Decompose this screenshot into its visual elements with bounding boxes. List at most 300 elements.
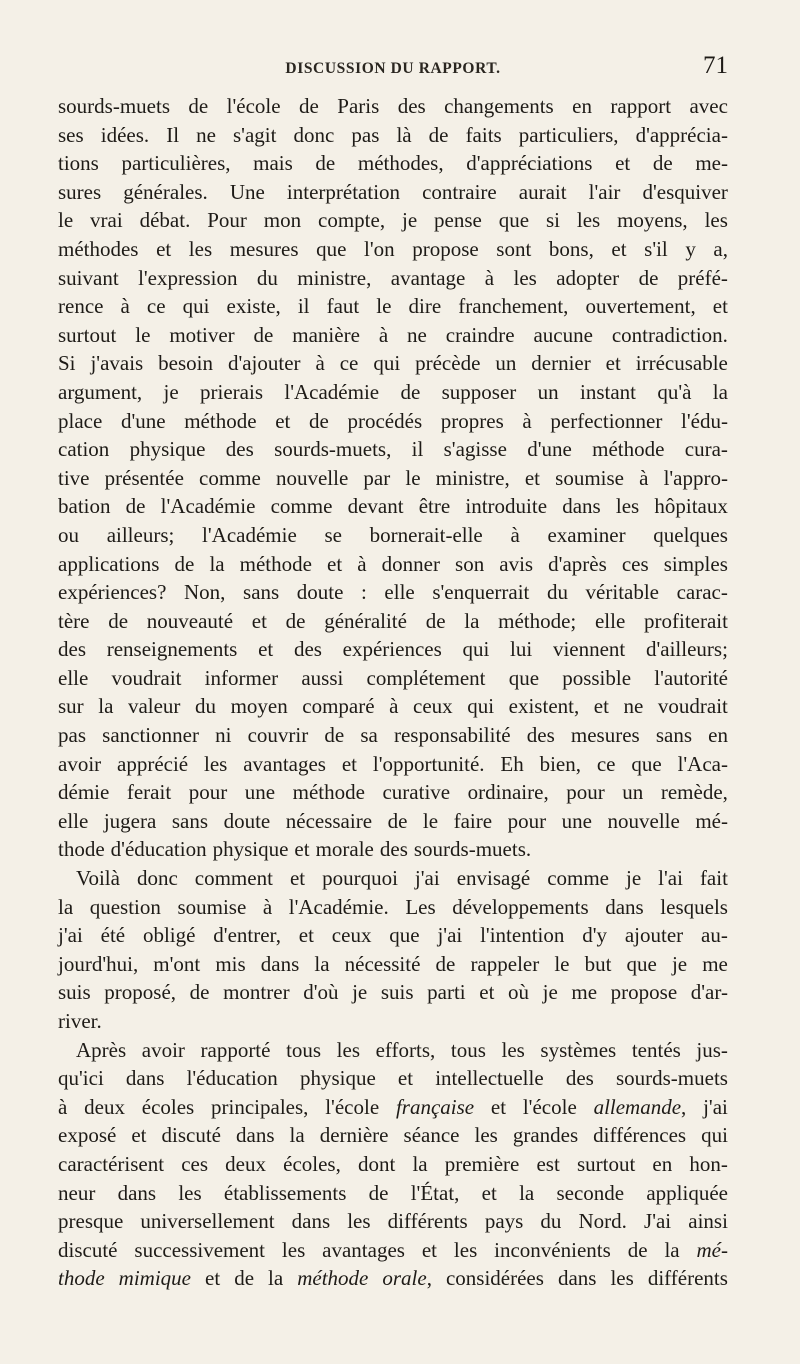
- word: qui: [462, 637, 490, 662]
- word: mimique: [118, 1266, 191, 1291]
- word: préfé-: [677, 265, 728, 290]
- word: doute: [296, 580, 344, 605]
- word: de: [188, 94, 209, 118]
- text-line: [58, 492, 728, 521]
- text-line: [58, 778, 728, 807]
- word: pourquoi: [322, 866, 398, 891]
- word: que: [316, 236, 347, 261]
- word: nouvelle: [275, 465, 349, 490]
- word: me-: [695, 151, 728, 176]
- word: et: [251, 608, 267, 633]
- word: devant: [347, 494, 404, 519]
- word: ne: [623, 694, 644, 719]
- word: se: [324, 522, 342, 547]
- word: river.: [58, 1009, 102, 1033]
- word: dans: [236, 1123, 275, 1148]
- word: pour: [188, 780, 228, 805]
- text-line: [58, 435, 728, 464]
- word: mé-: [696, 1237, 728, 1262]
- word: Eh: [500, 751, 524, 776]
- word: écoles: [141, 1094, 195, 1119]
- text-line: [58, 1236, 728, 1265]
- word: j'ai: [703, 1094, 728, 1119]
- word: morale: [315, 837, 374, 862]
- word: surtout: [576, 1151, 636, 1176]
- word: s'enquerrait: [432, 580, 530, 605]
- word: dans: [605, 894, 644, 919]
- word: interprétation: [286, 179, 401, 204]
- word: remède,: [660, 780, 728, 805]
- word: de: [652, 151, 673, 176]
- word: changements: [444, 94, 554, 118]
- text-line: [58, 349, 728, 378]
- word: ne: [407, 322, 427, 347]
- word: soumise: [177, 894, 247, 919]
- word: exposé: [58, 1123, 117, 1148]
- word: les: [178, 1180, 202, 1205]
- word: l'Académie: [202, 522, 297, 547]
- word: procédés: [347, 408, 423, 433]
- word: séance: [403, 1123, 460, 1148]
- word: sans: [655, 723, 693, 748]
- word: donner: [381, 551, 440, 576]
- text-line: [58, 664, 728, 693]
- word: de: [425, 608, 446, 633]
- word: bornerait-elle: [369, 522, 483, 547]
- word: l'opportunité.: [372, 751, 485, 776]
- word: ceux: [413, 694, 453, 719]
- word: pays: [484, 1209, 524, 1234]
- word: compte,: [318, 208, 386, 233]
- word: ferait: [126, 780, 172, 805]
- word: adopter: [556, 265, 620, 290]
- word: méthodes: [58, 236, 139, 261]
- word: irrécusable: [635, 351, 728, 376]
- word: pas: [58, 723, 86, 748]
- word: motiver: [169, 322, 235, 347]
- word: voudrait: [657, 694, 728, 719]
- word: a,: [713, 236, 728, 261]
- word: à: [262, 894, 273, 919]
- word: à: [315, 351, 325, 376]
- word: et: [479, 980, 495, 1005]
- word: la: [289, 1123, 305, 1148]
- word: m'ont: [153, 951, 201, 976]
- word: le: [58, 208, 74, 233]
- word: le: [422, 808, 439, 833]
- word: rapport: [610, 94, 672, 118]
- word: méthodes,: [357, 151, 444, 176]
- word: l'éducation: [186, 1066, 278, 1091]
- word: jugera: [103, 808, 157, 833]
- word: que: [626, 951, 657, 976]
- word: bation: [58, 494, 111, 519]
- word: et: [593, 694, 609, 719]
- text-line: [58, 178, 728, 207]
- word: les: [704, 208, 728, 233]
- text-line: [58, 721, 728, 750]
- word: méthode: [292, 780, 365, 805]
- word: à: [389, 694, 399, 719]
- word: particulières,: [121, 151, 231, 176]
- word: par: [363, 465, 391, 490]
- word: l'on: [364, 236, 395, 261]
- word: ordinaire,: [467, 780, 549, 805]
- word: tentés: [631, 1037, 681, 1062]
- word: et: [156, 236, 172, 261]
- word: du: [256, 265, 278, 290]
- word: les: [610, 1266, 634, 1291]
- word: méthode: [592, 437, 665, 462]
- word: dont: [357, 1151, 396, 1176]
- word: informer: [204, 665, 279, 690]
- word: sourds-muets: [615, 1066, 728, 1091]
- word: argument,: [58, 379, 143, 404]
- word: sures: [58, 179, 102, 204]
- word: valeur: [127, 694, 181, 719]
- word: doute: [223, 808, 271, 833]
- word: en: [708, 723, 728, 748]
- word: appliquée: [646, 1180, 728, 1205]
- word: de: [309, 408, 329, 433]
- word: le: [405, 465, 421, 490]
- text-line: [58, 321, 728, 350]
- word: suis: [58, 980, 91, 1005]
- word: l'édu-: [681, 408, 728, 433]
- word: presque: [58, 1209, 124, 1234]
- word: lui: [510, 637, 533, 662]
- word: dans: [117, 1180, 157, 1205]
- word: la: [464, 608, 480, 633]
- word: contraire: [422, 179, 497, 204]
- word: les: [453, 1237, 478, 1262]
- word: intellectuelle: [435, 1066, 544, 1091]
- word: fait: [699, 866, 728, 891]
- word: particuliers,: [518, 122, 619, 147]
- word: moyens,: [617, 208, 688, 233]
- word: ces: [621, 551, 649, 576]
- word: il: [297, 294, 310, 319]
- word: avis: [499, 551, 534, 576]
- word: Nord.: [578, 1209, 627, 1234]
- word: nécessité: [344, 951, 421, 976]
- word: ce: [146, 294, 166, 319]
- word: les: [188, 236, 213, 261]
- word: neur: [58, 1180, 96, 1205]
- text-line: [58, 807, 728, 836]
- word: dans: [291, 1209, 331, 1234]
- word: inconvénients: [494, 1237, 611, 1262]
- word: à: [58, 1094, 68, 1119]
- word: carac-: [676, 580, 728, 605]
- word: pour: [566, 780, 605, 805]
- word: de: [174, 551, 195, 576]
- word: propose: [610, 980, 678, 1005]
- word: avantages: [243, 751, 326, 776]
- word: ces: [181, 1151, 209, 1176]
- word: différents: [387, 1209, 468, 1234]
- word: voudrait: [111, 665, 182, 690]
- word: de: [368, 1180, 389, 1205]
- word: de: [253, 322, 274, 347]
- word: la: [664, 1237, 680, 1262]
- word: et: [615, 151, 631, 176]
- word: Il: [166, 122, 180, 147]
- word: existe,: [226, 294, 281, 319]
- word: de: [435, 951, 456, 976]
- word: à: [357, 551, 367, 576]
- word: montrer: [223, 980, 290, 1005]
- word: d'où: [303, 980, 339, 1005]
- word: qui: [373, 351, 401, 376]
- word: du: [546, 580, 568, 605]
- word: il: [411, 437, 424, 462]
- word: débat.: [139, 208, 191, 233]
- word: thode: [58, 1266, 105, 1291]
- text-line: [58, 864, 728, 893]
- word: renseignements: [106, 637, 238, 662]
- word: moyen: [230, 694, 288, 719]
- word: l'État,: [410, 1180, 460, 1205]
- word: elle: [594, 608, 626, 633]
- word: une: [244, 780, 276, 805]
- word: prierais: [200, 379, 264, 404]
- word: propose: [412, 236, 479, 261]
- word: établissements: [223, 1180, 347, 1205]
- word: responsabilité: [393, 723, 511, 748]
- word: et: [611, 236, 627, 261]
- word: elle: [384, 580, 415, 605]
- word: des: [565, 1066, 594, 1091]
- word: les: [474, 1123, 498, 1148]
- word: l'expression: [138, 265, 238, 290]
- text-line: [58, 1264, 728, 1293]
- word: de: [108, 608, 129, 633]
- word: d'y: [582, 923, 608, 948]
- word: l'air: [588, 179, 621, 204]
- word: seconde: [556, 1180, 625, 1205]
- word: efforts,: [375, 1037, 436, 1062]
- text-line: [58, 1036, 728, 1065]
- word: dans: [125, 1066, 165, 1091]
- word: suivant: [58, 265, 119, 290]
- word: généralité: [324, 608, 407, 633]
- word: l'Académie: [160, 494, 256, 519]
- word: mesures: [229, 236, 299, 261]
- word: la: [209, 551, 225, 576]
- word: j'avais: [90, 351, 144, 376]
- word: de: [285, 608, 306, 633]
- word: d'ajouter: [227, 351, 301, 376]
- word: les: [501, 1037, 525, 1062]
- word: sourds-muets.: [413, 837, 532, 862]
- text-line: [58, 978, 728, 1007]
- word: différents: [647, 1266, 728, 1291]
- text-line: [58, 92, 728, 121]
- word: complétement: [366, 665, 486, 690]
- word: Pour: [207, 208, 247, 233]
- word: caractérisent: [58, 1151, 165, 1176]
- text-line: [58, 235, 728, 264]
- word: craindre: [445, 322, 515, 347]
- word: différences: [593, 1123, 687, 1148]
- word: et: [131, 1123, 147, 1148]
- word: et: [481, 1180, 497, 1205]
- word: je: [401, 208, 418, 233]
- word: comme: [199, 465, 261, 490]
- word: hon-: [689, 1151, 728, 1176]
- word: Paris: [337, 94, 380, 118]
- text-line: [58, 378, 728, 407]
- word: méthode;: [498, 608, 577, 633]
- word: introduite: [465, 494, 548, 519]
- word: s'agisse: [443, 437, 507, 462]
- word: Une: [229, 179, 265, 204]
- word: l'appro-: [663, 465, 728, 490]
- word: à: [120, 294, 130, 319]
- word: proposé,: [104, 980, 177, 1005]
- word: parti: [427, 980, 466, 1005]
- word: en: [652, 1151, 673, 1176]
- word: pense: [434, 208, 482, 233]
- word: but: [584, 951, 612, 976]
- word: est: [536, 1151, 560, 1176]
- word: de: [428, 122, 449, 147]
- word: question: [89, 894, 161, 919]
- word: tère: [58, 608, 90, 633]
- word: apprécié: [117, 751, 189, 776]
- word: à: [522, 408, 532, 433]
- text-line: [58, 692, 728, 721]
- word: cura-: [684, 437, 728, 462]
- word: ailleurs;: [106, 522, 175, 547]
- word: manière: [292, 322, 360, 347]
- word: lesquels: [660, 894, 728, 919]
- word: discuté: [161, 1123, 221, 1148]
- word: et: [294, 837, 310, 862]
- word: jourd'hui,: [58, 951, 139, 976]
- word: cation: [58, 437, 110, 462]
- word: expériences?: [58, 580, 167, 605]
- word: Non,: [184, 580, 226, 605]
- page-header: [58, 52, 728, 82]
- word: dernière: [319, 1123, 389, 1148]
- word: rapporté: [200, 1037, 271, 1062]
- word: j'ai: [414, 866, 440, 891]
- word: la: [519, 1180, 535, 1205]
- word: les: [347, 1209, 371, 1234]
- word: de: [125, 494, 146, 519]
- text-line: [58, 1007, 728, 1036]
- word: méthode: [184, 408, 257, 433]
- word: que: [389, 923, 420, 948]
- word: comment: [194, 866, 273, 891]
- word: je: [352, 980, 368, 1005]
- word: donc: [293, 122, 335, 147]
- word: comparé: [302, 694, 375, 719]
- text-line: [58, 521, 728, 550]
- word: sourds-muets: [58, 94, 170, 118]
- word: de: [315, 151, 336, 176]
- word: ministre,: [435, 465, 510, 490]
- text-line: [58, 206, 728, 235]
- text-line: [58, 1207, 728, 1236]
- word: dans: [557, 1266, 597, 1291]
- word: les: [204, 751, 228, 776]
- word: Voilà: [76, 866, 120, 891]
- word: sont: [496, 236, 532, 261]
- word: J'ai: [644, 1209, 672, 1234]
- word: que: [508, 665, 540, 690]
- word: démie: [58, 780, 110, 805]
- word: la: [98, 694, 114, 719]
- word: l'école: [522, 1094, 577, 1119]
- word: place: [58, 408, 103, 433]
- word: d'après: [548, 551, 607, 576]
- word: soumise: [555, 465, 624, 490]
- word: à: [639, 465, 649, 490]
- word: précède: [415, 351, 481, 376]
- word: d'une: [120, 408, 166, 433]
- word: propres: [440, 408, 504, 433]
- word: elle: [58, 665, 89, 690]
- word: comme: [547, 866, 609, 891]
- word: tive: [58, 465, 90, 490]
- word: et: [397, 1066, 414, 1091]
- word: physique: [299, 1066, 376, 1091]
- word: je: [671, 951, 688, 976]
- text-line: [58, 1150, 728, 1179]
- word: aussi: [301, 665, 344, 690]
- word: successivement: [134, 1237, 266, 1262]
- word: profiterait: [644, 608, 728, 633]
- word: et: [712, 294, 728, 319]
- word: ceux: [331, 923, 372, 948]
- word: présentée: [104, 465, 184, 490]
- word: écoles,: [283, 1151, 341, 1176]
- word: l'Académie: [284, 379, 380, 404]
- word: grandes: [512, 1123, 579, 1148]
- word: bien,: [539, 751, 581, 776]
- text-line: [58, 1121, 728, 1150]
- word: méthode: [297, 1266, 369, 1291]
- word: d'esquiver: [642, 179, 728, 204]
- word: le: [135, 322, 151, 347]
- word: d'entrer,: [213, 923, 281, 948]
- word: là: [396, 122, 412, 147]
- text-line: [58, 950, 728, 979]
- text-line: [58, 464, 728, 493]
- word: deux: [225, 1151, 266, 1176]
- word: du: [195, 694, 216, 719]
- word: universellement: [140, 1209, 275, 1234]
- word: d'éducation: [110, 837, 207, 862]
- word: avantage: [390, 265, 466, 290]
- word: la: [412, 1151, 428, 1176]
- word: j'ai: [437, 923, 463, 948]
- word: ce: [339, 351, 359, 376]
- word: qui: [182, 294, 210, 319]
- word: de: [189, 980, 210, 1005]
- text-line: [58, 1064, 728, 1093]
- word: d'apprécia-: [635, 122, 728, 147]
- word: de: [324, 723, 345, 748]
- text-line: [58, 635, 728, 664]
- word: aucune: [533, 322, 593, 347]
- word: et: [605, 351, 621, 376]
- word: le: [376, 294, 392, 319]
- word: nécessaire: [285, 808, 373, 833]
